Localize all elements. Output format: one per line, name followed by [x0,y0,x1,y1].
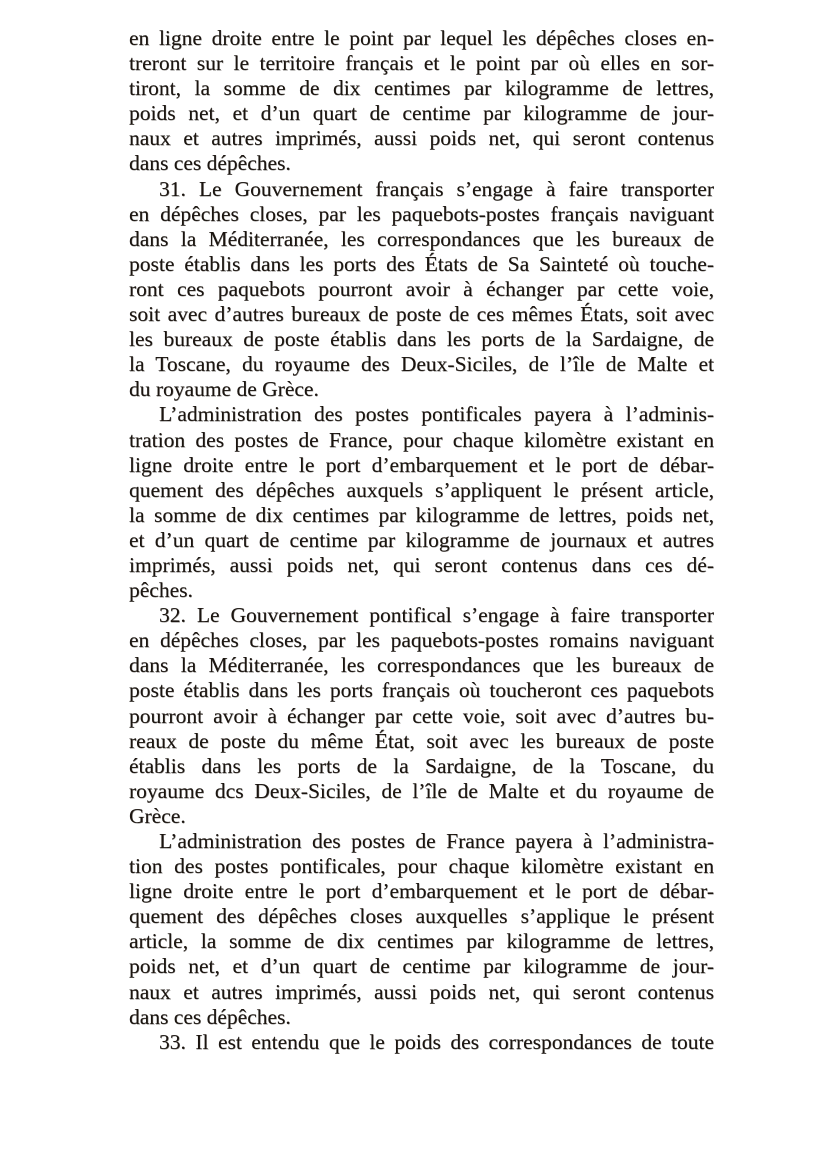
text-line: article, la somme de dix centimes par kilogramme de lettres, [129,929,714,954]
text-line: 33. Il est entendu que le poids des correspondances de toute [159,1029,714,1054]
article-31 [129,177,714,403]
text-line: Grèce. [129,803,186,828]
text-line: royaume dcs Deux-Siciles, de l’île de Malte et du royaume de [129,778,714,803]
text-line: en dépêches closes, par les paquebots-postes romains naviguant [129,628,714,653]
text-line: pêches. [129,578,193,603]
text-line: ront ces paquebots pourront avoir à échanger par cette voie, [129,276,714,301]
article-33 [129,1030,714,1055]
text-line: reaux de poste du même État, soit avec les bureaux de poste [129,728,714,753]
text-line: quement des dépêches closes auxquelles s’applique le présent [129,904,714,929]
text-line: la somme de dix centimes par kilogramme de lettres, poids net, [129,502,714,527]
text-line: les bureaux de poste établis dans les ports de la Sardaigne, de [129,327,714,352]
text-line: du royaume de Grèce. [129,377,319,402]
text-line: dans ces dépêches. [129,151,291,176]
text-line: L’administration des postes pontificales payera à l’adminis- [159,402,714,427]
text-line: tration des postes de France, pour chaque kilomètre existant en [129,427,714,452]
text-line: tiront, la somme de dix centimes par kilogramme de lettres, [129,76,714,101]
text-line: en ligne droite entre le point par lequel les dépêches closes en- [129,26,714,50]
text-line: et d’un quart de centime par kilogramme de journaux et autres [129,527,714,552]
para-administration-pontificales [129,402,714,603]
text-line: naux et autres imprimés, aussi poids net, qui seront contenus [129,979,714,1004]
text-line: 31. Le Gouvernement français s’engage à faire transporter [159,176,714,201]
text-line: ligne droite entre le port d’embarquement et le port de débar- [129,879,714,904]
text-line: imprimés, aussi poids net, qui seront contenus dans ces dé- [129,552,714,577]
text-line: tion des postes pontificales, pour chaque kilomètre existant en [129,854,714,879]
text-block [129,26,714,1055]
text-line: poids net, et d’un quart de centime par kilogramme de jour- [129,101,714,126]
para-administration-france [129,829,714,1030]
para-continuation-30 [129,26,714,177]
text-line: dans la Méditerranée, les correspondances que les bureaux de [129,226,714,251]
article-32 [129,603,714,829]
text-line: poste établis dans les ports français où toucheront ces paquebots [129,678,714,703]
text-line: treront sur le territoire français et le point par où elles en sor- [129,51,714,76]
text-line: établis dans les ports de la Sardaigne, de la Toscane, du [129,753,714,778]
text-line: poste établis dans les ports des États de Sa Sainteté où touche- [129,251,714,276]
text-line: naux et autres imprimés, aussi poids net, qui seront contenus [129,126,714,151]
text-line: pourront avoir à échanger par cette voie, soit avec d’autres bu- [129,703,714,728]
text-line: soit avec d’autres bureaux de poste de ces mêmes États, soit avec [129,302,714,327]
text-line: dans ces dépêches. [129,1004,291,1029]
text-line: poids net, et d’un quart de centime par kilogramme de jour- [129,954,714,979]
text-line: dans la Méditerranée, les correspondances que les bureaux de [129,653,714,678]
text-line: ligne droite entre le port d’embarquement et le port de débar- [129,452,714,477]
text-line: en dépêches closes, par les paquebots-postes français naviguant [129,201,714,226]
text-line: L’administration des postes de France payera à l’administra- [159,829,714,853]
text-line: la Toscane, du royaume des Deux-Siciles, de l’île de Malte et [129,352,714,377]
text-line: quement des dépêches auxquels s’appliquent le présent article, [129,477,714,502]
text-line: 32. Le Gouvernement pontifical s’engage à faire transporter [159,603,714,628]
